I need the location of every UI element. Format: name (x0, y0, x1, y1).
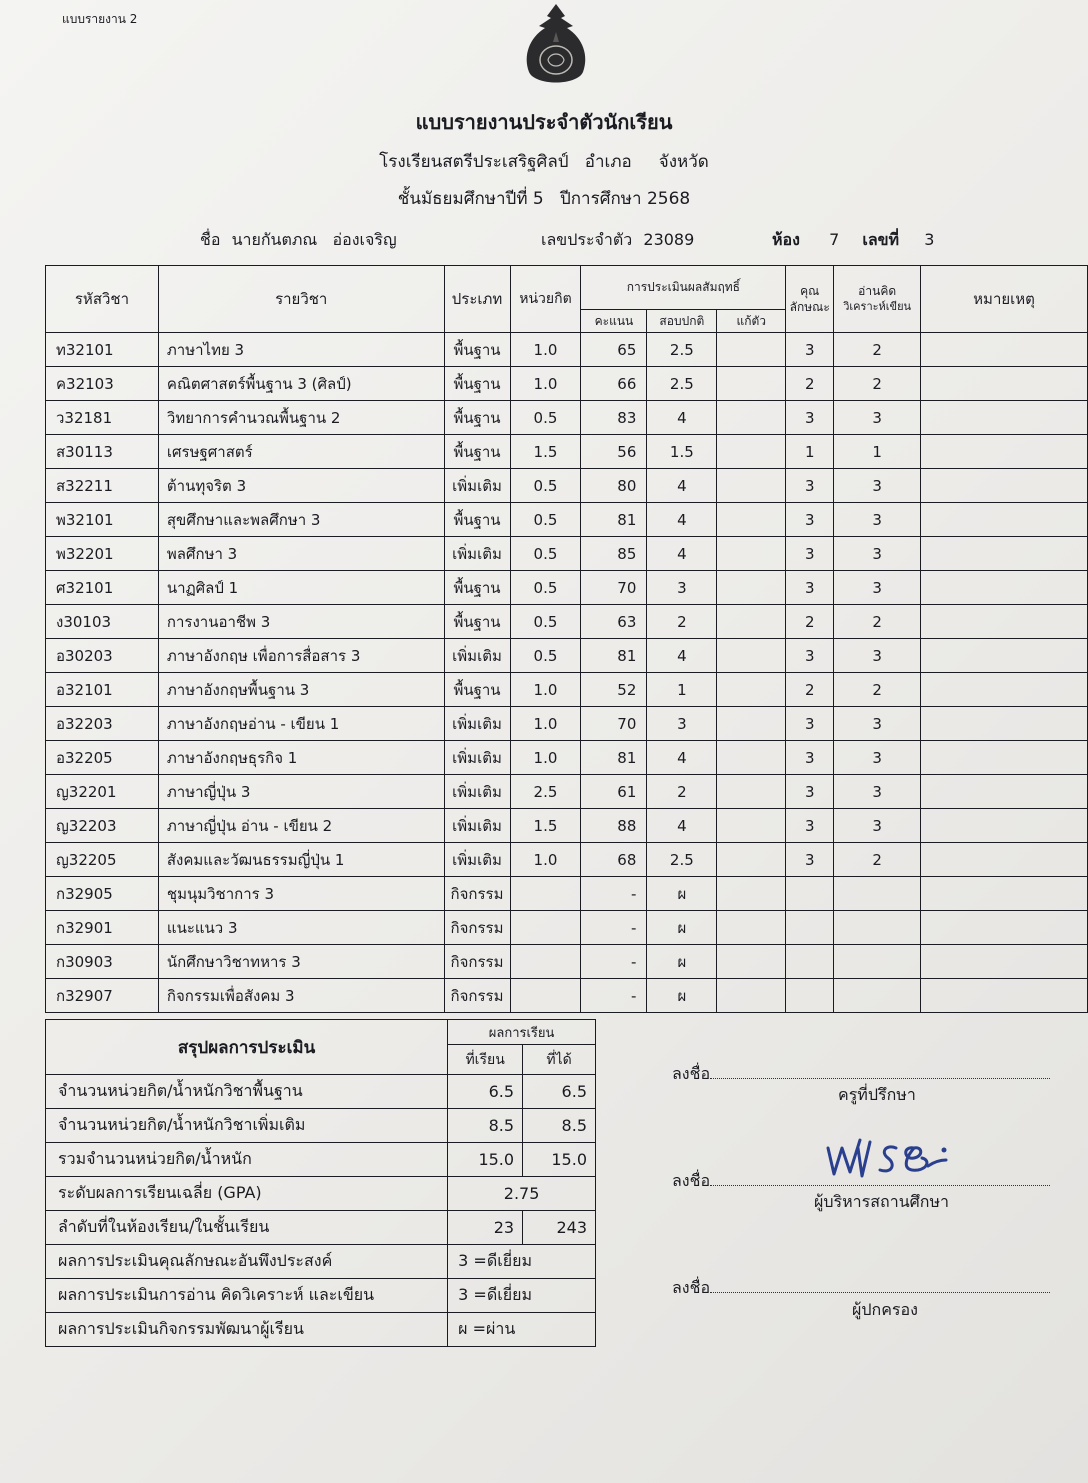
subject-code: ว32181 (46, 401, 159, 435)
summary-row (46, 1109, 596, 1143)
grade-row (46, 775, 1088, 809)
summary-basic-studied: 6.5 (448, 1075, 523, 1109)
number-label: เลขที่ (862, 230, 900, 249)
characteristics-value (786, 979, 834, 1013)
grade-row (46, 401, 1088, 435)
subject-name: ภาษาอังกฤษพื้นฐาน 3 (158, 673, 444, 707)
score-value: 56 (581, 435, 647, 469)
subject-code: ก32905 (46, 877, 159, 911)
grade-row (46, 809, 1088, 843)
reading-value: 3 (834, 707, 921, 741)
subject-type: พื้นฐาน (444, 503, 510, 537)
grade-row (46, 877, 1088, 911)
remark-value (921, 537, 1088, 571)
grade-value: 4 (647, 401, 717, 435)
subject-code: อ32203 (46, 707, 159, 741)
summary-extra-earned: 8.5 (523, 1109, 596, 1143)
student-id: 23089 (643, 230, 695, 249)
grade-row (46, 741, 1088, 775)
id-label: เลขประจำตัว (541, 230, 633, 249)
characteristics-value: 1 (786, 435, 834, 469)
summary-col-studied: ที่เรียน (448, 1045, 523, 1075)
summary-total-earned: 15.0 (523, 1143, 596, 1177)
grade-value: 2 (647, 775, 717, 809)
room-line (772, 228, 934, 253)
subject-code: พ32101 (46, 503, 159, 537)
characteristics-value (786, 945, 834, 979)
subject-type: เพิ่มเติม (444, 809, 510, 843)
characteristics-value: 2 (786, 673, 834, 707)
subject-code: อ32101 (46, 673, 159, 707)
characteristics-value (786, 877, 834, 911)
retake-value (717, 775, 786, 809)
summary-rank-room: 23 (448, 1211, 523, 1245)
summary-extra-label: จำนวนหน่วยกิต/น้ำหนักวิชาเพิ่มเติม (46, 1109, 448, 1143)
credit-value: 1.5 (510, 435, 581, 469)
grade-row (46, 367, 1088, 401)
remark-value (921, 775, 1088, 809)
remark-value (921, 741, 1088, 775)
header-read-line1: อ่านคิด (858, 284, 897, 298)
room-label: ห้อง (772, 230, 800, 249)
grade-value: ผ (647, 911, 717, 945)
summary-row (46, 1143, 596, 1177)
reading-value: 2 (834, 605, 921, 639)
retake-value (717, 367, 786, 401)
credit-value: 2.5 (510, 775, 581, 809)
retake-value (717, 435, 786, 469)
grade-value: 4 (647, 537, 717, 571)
characteristics-value: 3 (786, 401, 834, 435)
grade-row (46, 979, 1088, 1013)
retake-value (717, 605, 786, 639)
score-value: - (581, 979, 647, 1013)
form-code: แบบรายงาน 2 (62, 12, 138, 26)
subject-name: นาฏศิลป์ 1 (158, 571, 444, 605)
score-value: 83 (581, 401, 647, 435)
score-value: 52 (581, 673, 647, 707)
summary-total-label: รวมจำนวนหน่วยกิต/น้ำหนัก (46, 1143, 448, 1177)
subject-code: ญ32203 (46, 809, 159, 843)
student-name: นายกันตภณ อ่องเจริญ (231, 230, 397, 249)
header-code: รหัสวิชา (46, 266, 159, 333)
grade-value: 4 (647, 503, 717, 537)
director-sign-label: ลงชื่อ (672, 1171, 711, 1190)
retake-value (717, 673, 786, 707)
characteristics-value: 3 (786, 741, 834, 775)
header-assessment: การประเมินผลสัมฤทธิ์ (581, 266, 786, 310)
grade-row (46, 571, 1088, 605)
retake-value (717, 469, 786, 503)
header-reading (834, 266, 921, 333)
credit-value (510, 911, 581, 945)
retake-value (717, 945, 786, 979)
subject-type: เพิ่มเติม (444, 469, 510, 503)
subject-type: พื้นฐาน (444, 605, 510, 639)
reading-value (834, 911, 921, 945)
retake-value (717, 843, 786, 877)
reading-value: 2 (834, 333, 921, 367)
grades-table (45, 265, 1088, 1013)
subject-code: ก32901 (46, 911, 159, 945)
credit-value: 0.5 (510, 401, 581, 435)
subject-code: ง30103 (46, 605, 159, 639)
remark-value (921, 911, 1088, 945)
retake-value (717, 707, 786, 741)
subject-name: ชุมนุมวิชาการ 3 (158, 877, 444, 911)
header-retake: แก้ตัว (717, 310, 786, 333)
retake-value (717, 741, 786, 775)
summary-activity-result: ผ =ผ่าน (448, 1313, 596, 1347)
credit-value: 1.0 (510, 741, 581, 775)
remark-value (921, 673, 1088, 707)
credit-value: 1.0 (510, 707, 581, 741)
header-read-line2: วิเคราะห์เขียน (843, 300, 912, 313)
remark-value (921, 571, 1088, 605)
subject-type: เพิ่มเติม (444, 537, 510, 571)
score-value: 88 (581, 809, 647, 843)
advisor-dotted-line (710, 1078, 1050, 1079)
grade-row (46, 911, 1088, 945)
subject-name: สุขศึกษาและพลศึกษา 3 (158, 503, 444, 537)
subject-name: สังคมและวัฒนธรรมญี่ปุ่น 1 (158, 843, 444, 877)
subject-name: พลศึกษา 3 (158, 537, 444, 571)
characteristics-value: 3 (786, 537, 834, 571)
characteristics-value: 3 (786, 639, 834, 673)
header-grade: สอบปกติ (647, 310, 717, 333)
director-dotted-line (710, 1185, 1050, 1186)
summary-read-label: ผลการประเมินการอ่าน คิดวิเคราะห์ และเขียน (46, 1279, 448, 1313)
summary-table (45, 1019, 596, 1347)
score-value: 68 (581, 843, 647, 877)
subject-type: พื้นฐาน (444, 401, 510, 435)
subject-name: ภาษาญี่ปุ่น อ่าน - เขียน 2 (158, 809, 444, 843)
summary-rank-label: ลำดับที่ในห้องเรียน/ในชั้นเรียน (46, 1211, 448, 1245)
subject-type: เพิ่มเติม (444, 843, 510, 877)
characteristics-value: 2 (786, 367, 834, 401)
header-score: คะแนน (581, 310, 647, 333)
subject-code: ค32103 (46, 367, 159, 401)
retake-value (717, 979, 786, 1013)
credit-value: 0.5 (510, 537, 581, 571)
subject-name: ภาษาอังกฤษธุรกิจ 1 (158, 741, 444, 775)
score-value: 65 (581, 333, 647, 367)
score-value: 81 (581, 503, 647, 537)
subject-code: ก30903 (46, 945, 159, 979)
summary-rank-level: 243 (523, 1211, 596, 1245)
subject-name: นักศึกษาวิชาทหาร 3 (158, 945, 444, 979)
summary-row (46, 1211, 596, 1245)
retake-value (717, 911, 786, 945)
characteristics-value: 3 (786, 809, 834, 843)
summary-row (46, 1075, 596, 1109)
grade-value: 2.5 (647, 367, 717, 401)
subject-code: ส32211 (46, 469, 159, 503)
subject-code: ญ32205 (46, 843, 159, 877)
score-value: 61 (581, 775, 647, 809)
credit-value: 0.5 (510, 605, 581, 639)
summary-col-earned: ที่ได้ (523, 1045, 596, 1075)
score-value: - (581, 877, 647, 911)
summary-extra-studied: 8.5 (448, 1109, 523, 1143)
credit-value: 0.5 (510, 571, 581, 605)
remark-value (921, 503, 1088, 537)
credit-value: 1.0 (510, 673, 581, 707)
credit-value: 0.5 (510, 503, 581, 537)
remark-value (921, 707, 1088, 741)
score-value: 63 (581, 605, 647, 639)
subject-type: พื้นฐาน (444, 367, 510, 401)
reading-value: 3 (834, 809, 921, 843)
summary-gpa-value: 2.75 (448, 1177, 596, 1211)
summary-row (46, 1177, 596, 1211)
score-value: 81 (581, 741, 647, 775)
subject-code: พ32201 (46, 537, 159, 571)
grade-value: 4 (647, 469, 717, 503)
director-role: ผู้บริหารสถานศึกษา (814, 1192, 949, 1211)
retake-value (717, 503, 786, 537)
credit-value: 1.5 (510, 809, 581, 843)
remark-value (921, 333, 1088, 367)
remark-value (921, 435, 1088, 469)
summary-row (46, 1313, 596, 1347)
credit-value: 1.0 (510, 333, 581, 367)
grade-row (46, 639, 1088, 673)
remark-value (921, 605, 1088, 639)
subject-name: ภาษาไทย 3 (158, 333, 444, 367)
subject-type: กิจกรรม (444, 911, 510, 945)
number-value: 3 (924, 230, 935, 249)
subject-code: ศ32101 (46, 571, 159, 605)
subject-code: ส30113 (46, 435, 159, 469)
reading-value: 3 (834, 537, 921, 571)
reading-value (834, 979, 921, 1013)
credit-value (510, 945, 581, 979)
grade-row (46, 503, 1088, 537)
characteristics-value: 3 (786, 775, 834, 809)
grade-row (46, 707, 1088, 741)
summary-basic-earned: 6.5 (523, 1075, 596, 1109)
subject-type: พื้นฐาน (444, 571, 510, 605)
retake-value (717, 877, 786, 911)
score-value: 81 (581, 639, 647, 673)
grade-value: 1.5 (647, 435, 717, 469)
subject-code: ญ32201 (46, 775, 159, 809)
grade-row (46, 843, 1088, 877)
remark-value (921, 469, 1088, 503)
summary-result-header: ผลการเรียน (448, 1020, 596, 1045)
credit-value: 1.0 (510, 367, 581, 401)
subject-name: กิจกรรมเพื่อสังคม 3 (158, 979, 444, 1013)
reading-value: 2 (834, 843, 921, 877)
characteristics-value: 2 (786, 605, 834, 639)
credit-value (510, 979, 581, 1013)
characteristics-value: 3 (786, 707, 834, 741)
characteristics-value: 3 (786, 571, 834, 605)
retake-value (717, 639, 786, 673)
score-value: - (581, 911, 647, 945)
retake-value (717, 809, 786, 843)
characteristics-value: 3 (786, 843, 834, 877)
score-value: 85 (581, 537, 647, 571)
characteristics-value: 3 (786, 469, 834, 503)
grade-value: 3 (647, 707, 717, 741)
subject-type: พื้นฐาน (444, 333, 510, 367)
grade-row (46, 945, 1088, 979)
reading-value (834, 945, 921, 979)
subject-code: อ30203 (46, 639, 159, 673)
grade-row (46, 537, 1088, 571)
subject-type: พื้นฐาน (444, 435, 510, 469)
grade-row (46, 469, 1088, 503)
grade-value: ผ (647, 979, 717, 1013)
summary-char-label: ผลการประเมินคุณลักษณะอันพึงประสงค์ (46, 1245, 448, 1279)
grade-row (46, 333, 1088, 367)
grade-value: 4 (647, 741, 717, 775)
grade-value: 1 (647, 673, 717, 707)
summary-read-result: 3 =ดีเยี่ยม (448, 1279, 596, 1313)
remark-value (921, 979, 1088, 1013)
school-emblem-icon (521, 2, 591, 90)
grade-value: 2 (647, 605, 717, 639)
grade-row (46, 673, 1088, 707)
remark-value (921, 843, 1088, 877)
subject-name: วิทยาการคำนวณพื้นฐาน 2 (158, 401, 444, 435)
remark-value (921, 945, 1088, 979)
remark-value (921, 809, 1088, 843)
reading-value: 3 (834, 469, 921, 503)
reading-value (834, 877, 921, 911)
header-remark: หมายเหตุ (921, 266, 1088, 333)
remark-value (921, 401, 1088, 435)
subject-name: ภาษาอังกฤษอ่าน - เขียน 1 (158, 707, 444, 741)
characteristics-value: 3 (786, 503, 834, 537)
subject-name: คณิตศาสตร์พื้นฐาน 3 (ศิลป์) (158, 367, 444, 401)
subject-type: กิจกรรม (444, 979, 510, 1013)
reading-value: 1 (834, 435, 921, 469)
name-label: ชื่อ (200, 230, 221, 249)
grade-value: 3 (647, 571, 717, 605)
characteristics-value (786, 911, 834, 945)
header-characteristics (786, 266, 834, 333)
student-id-line (541, 228, 694, 253)
grade-row (46, 435, 1088, 469)
score-value: 70 (581, 707, 647, 741)
subject-name: ภาษาญี่ปุ่น 3 (158, 775, 444, 809)
subject-name: เศรษฐศาสตร์ (158, 435, 444, 469)
grade-line: ชั้นมัธยมศึกษาปีที่ 5 ปีการศึกษา 2568 (397, 189, 691, 209)
header-char-line1: คุณ (800, 284, 820, 298)
reading-value: 2 (834, 673, 921, 707)
header-char-line2: ลักษณะ (789, 300, 830, 314)
grade-value: 2.5 (647, 843, 717, 877)
school-line: โรงเรียนสตรีประเสริฐศิลป์ อำเภอ จังหวัด (379, 152, 709, 172)
subject-type: เพิ่มเติม (444, 639, 510, 673)
grade-value: 4 (647, 639, 717, 673)
summary-char-result: 3 =ดีเยี่ยม (448, 1245, 596, 1279)
summary-basic-label: จำนวนหน่วยกิต/น้ำหนักวิชาพื้นฐาน (46, 1075, 448, 1109)
summary-title: สรุปผลการประเมิน (46, 1020, 448, 1075)
subject-name: การงานอาชีพ 3 (158, 605, 444, 639)
summary-activity-label: ผลการประเมินกิจกรรมพัฒนาผู้เรียน (46, 1313, 448, 1347)
remark-value (921, 877, 1088, 911)
report-title: แบบรายงานประจำตัวนักเรียน (415, 110, 673, 134)
subject-name: ภาษาอังกฤษ เพื่อการสื่อสาร 3 (158, 639, 444, 673)
reading-value: 3 (834, 503, 921, 537)
student-name-line (200, 228, 397, 253)
parent-sign-label: ลงชื่อ (672, 1278, 711, 1297)
subject-code: ก32907 (46, 979, 159, 1013)
grade-value: 2.5 (647, 333, 717, 367)
reading-value: 3 (834, 401, 921, 435)
credit-value (510, 877, 581, 911)
parent-dotted-line (710, 1292, 1050, 1293)
score-value: 80 (581, 469, 647, 503)
grade-value: 4 (647, 809, 717, 843)
subject-type: พื้นฐาน (444, 673, 510, 707)
subject-name: ต้านทุจริต 3 (158, 469, 444, 503)
header-type: ประเภท (444, 266, 510, 333)
advisor-sign-label: ลงชื่อ (672, 1064, 711, 1083)
retake-value (717, 333, 786, 367)
advisor-role: ครูที่ปรึกษา (838, 1085, 916, 1104)
subject-type: เพิ่มเติม (444, 775, 510, 809)
credit-value: 1.0 (510, 843, 581, 877)
reading-value: 3 (834, 775, 921, 809)
retake-value (717, 401, 786, 435)
subject-name: แนะแนว 3 (158, 911, 444, 945)
summary-row (46, 1279, 596, 1313)
score-value: 70 (581, 571, 647, 605)
summary-row (46, 1245, 596, 1279)
reading-value: 3 (834, 571, 921, 605)
remark-value (921, 367, 1088, 401)
score-value: 66 (581, 367, 647, 401)
header-subject: รายวิชา (158, 266, 444, 333)
room-value: 7 (829, 230, 840, 249)
credit-value: 0.5 (510, 469, 581, 503)
subject-type: เพิ่มเติม (444, 741, 510, 775)
characteristics-value: 3 (786, 333, 834, 367)
reading-value: 3 (834, 741, 921, 775)
subject-type: กิจกรรม (444, 945, 510, 979)
parent-role: ผู้ปกครอง (852, 1300, 918, 1319)
summary-gpa-label: ระดับผลการเรียนเฉลี่ย (GPA) (46, 1177, 448, 1211)
grade-value: ผ (647, 877, 717, 911)
credit-value: 0.5 (510, 639, 581, 673)
summary-total-studied: 15.0 (448, 1143, 523, 1177)
retake-value (717, 537, 786, 571)
grade-value: ผ (647, 945, 717, 979)
header-credit: หน่วยกิต (510, 266, 581, 333)
reading-value: 2 (834, 367, 921, 401)
reading-value: 3 (834, 639, 921, 673)
remark-value (921, 639, 1088, 673)
retake-value (717, 571, 786, 605)
subject-type: กิจกรรม (444, 877, 510, 911)
subject-code: ท32101 (46, 333, 159, 367)
grade-row (46, 605, 1088, 639)
subject-type: เพิ่มเติม (444, 707, 510, 741)
subject-code: อ32205 (46, 741, 159, 775)
score-value: - (581, 945, 647, 979)
